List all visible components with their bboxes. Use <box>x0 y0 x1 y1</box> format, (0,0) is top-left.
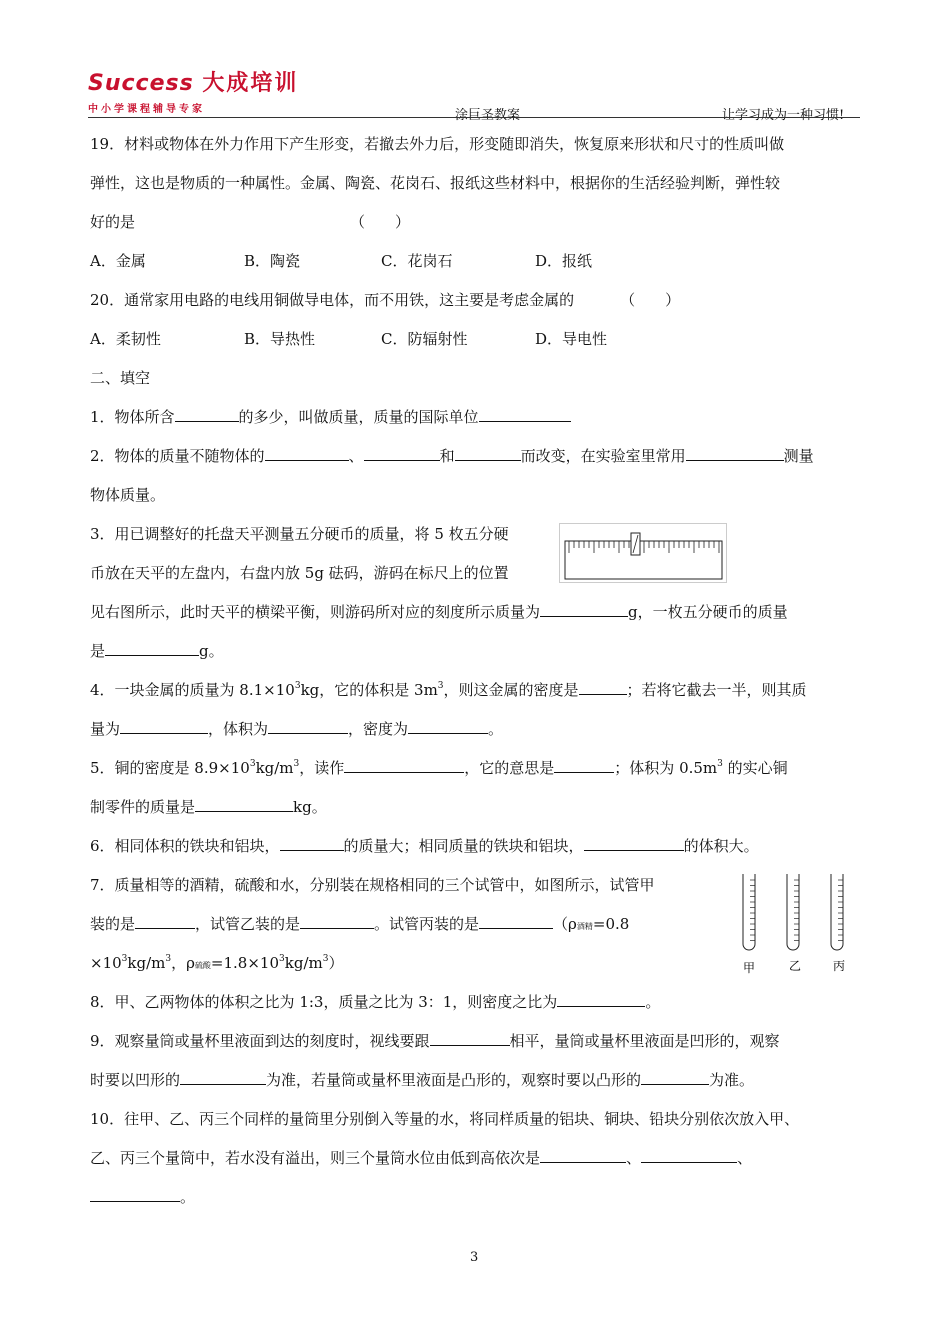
fill-3-line1: 3．用已调整好的托盘天平测量五分硬币的质量，将 5 枚五分硬 <box>90 525 509 543</box>
answer-blank[interactable] <box>584 834 684 851</box>
fill-7-line2: 装的是 ，试管乙装的是 。试管丙装的是 （ρ酒精=0.8 <box>90 905 860 944</box>
answer-blank[interactable] <box>344 756 464 773</box>
answer-blank[interactable] <box>135 912 195 929</box>
fill-1: 1．物体所含 的多少，叫做质量，质量的国际单位 <box>90 398 860 437</box>
fill-5-line1: 5．铜的密度是 $8.9\times 10^3kg/m^3$，读作 ，它的意思是 ；体积为 $0.5m^3$ 的实心铜 <box>90 749 860 788</box>
header-rule <box>88 117 860 118</box>
content <box>90 125 860 1217</box>
answer-blank[interactable] <box>175 405 239 422</box>
answer-blank[interactable] <box>105 639 199 656</box>
page-number: 3 <box>470 1250 479 1265</box>
option-b: B．导热性 <box>244 330 316 348</box>
option-b: B．陶瓷 <box>244 252 301 270</box>
fill-3-line3: 见右图所示，此时天平的横梁平衡，则游码所对应的刻度所示质量为 g，一枚五分硬币的质量 <box>90 593 860 632</box>
answer-blank[interactable] <box>430 1029 510 1046</box>
brand-logo <box>88 66 299 115</box>
fill-8: 8．甲、乙两物体的体积之比为 1:3，质量之比为 3：1，则密度之比为 。 <box>90 983 860 1022</box>
answer-blank[interactable] <box>554 756 614 773</box>
q20-line1: 20．通常家用电路的电线用铜做导电体，而不用铁，这主要是考虑金属的 （ ） <box>90 281 860 320</box>
answer-blank[interactable] <box>120 717 208 734</box>
option-d: D．导电性 <box>535 330 608 348</box>
section-heading: 二、填空 <box>90 369 151 387</box>
fill-2: 2．物体的质量不随物体的 、 和 而改变，在实验室里常用 测量 <box>90 437 860 476</box>
answer-blank[interactable] <box>408 717 488 734</box>
answer-paren: （ ） <box>350 213 411 231</box>
tube-label-yi: 乙 <box>789 959 802 973</box>
fill-10-line2: 乙、丙三个量筒中，若水没有溢出，则三个量筒水位由低到高依次是 、 、 <box>90 1139 860 1178</box>
answer-blank[interactable] <box>265 444 349 461</box>
fill-10-line1: 10．往甲、乙、丙三个同样的量筒里分别倒入等量的水，将同样质量的铝块、铜块、铅块分别依次放入甲、 <box>90 1110 800 1128</box>
option-c: C．花岗石 <box>381 252 453 270</box>
balance-ruler-figure <box>559 523 727 583</box>
fill-2-line2: 物体质量。 <box>90 486 166 504</box>
fill-5-line2: 制零件的质量是 kg。 <box>90 788 860 827</box>
fill-9-line2: 时要以凹形的 为准，若量筒或量杯里液面是凸形的，观察时要以凸形的 为准。 <box>90 1061 860 1100</box>
q19-options <box>90 242 860 281</box>
option-c: C．防辐射性 <box>381 330 468 348</box>
option-a: A．柔韧性 <box>90 330 161 348</box>
header-author: 涂巨圣教案 <box>455 108 521 123</box>
fill-10-line3: 。 <box>90 1178 860 1217</box>
answer-paren: （ ） <box>620 291 681 309</box>
answer-blank[interactable] <box>540 600 628 617</box>
test-tubes-figure <box>735 872 853 976</box>
fill-4-line1: 4．一块金属的质量为 $8.1\times 10^3kg$，它的体积是 $3m^3$，则这金属的密度是 ；若将它截去一半，则其质 <box>90 671 860 710</box>
q19-line3: 好的是 （ ） <box>90 203 860 242</box>
answer-blank[interactable] <box>540 1146 626 1163</box>
fill-9-line1: 9．观察量筒或量杯里液面到达的刻度时，视线要跟 相平，量筒或量杯里液面是凹形的，观察 <box>90 1022 860 1061</box>
answer-blank[interactable] <box>641 1068 709 1085</box>
answer-blank[interactable] <box>455 444 521 461</box>
fill-7-line3: $\times 10^3kg/m^3$，ρ硫酸$=1.8\times 10^3kg/m^3$） <box>90 954 344 972</box>
answer-blank[interactable] <box>557 990 645 1007</box>
logo-text: Success <box>88 71 194 96</box>
answer-blank[interactable] <box>641 1146 737 1163</box>
option-a: A．金属 <box>90 252 146 270</box>
q19-line2: 弹性，这也是物质的一种属性。金属、陶瓷、花岗石、报纸这些材料中，根据你的生活经验判断，弹性较 <box>90 174 781 192</box>
answer-blank[interactable] <box>268 717 348 734</box>
option-d: D．报纸 <box>535 252 593 270</box>
header-slogan: 让学习成为一种习惯! <box>722 108 845 123</box>
tube-label-jia: 甲 <box>743 961 756 975</box>
fill-3-line4: 是 g。 <box>90 632 860 671</box>
answer-blank[interactable] <box>364 444 440 461</box>
answer-blank[interactable] <box>195 795 293 812</box>
q19-line1: 19．材料或物体在外力作用下产生形变，若撤去外力后，形变随即消失，恢复原来形状和尺寸的性质叫做 <box>90 135 785 153</box>
tube-label-bing: 丙 <box>833 959 846 973</box>
answer-blank[interactable] <box>479 405 571 422</box>
answer-blank[interactable] <box>180 1068 266 1085</box>
answer-blank[interactable] <box>579 678 627 695</box>
answer-blank[interactable] <box>479 912 553 929</box>
answer-blank[interactable] <box>686 444 784 461</box>
q20-options <box>90 320 860 359</box>
answer-blank[interactable] <box>90 1185 180 1202</box>
fill-4-line2: 量为 ，体积为 ，密度为 。 <box>90 710 860 749</box>
fill-6: 6．相同体积的铁块和铝块， 的质量大；相同质量的铁块和铝块， 的体积大。 <box>90 827 860 866</box>
answer-blank[interactable] <box>280 834 344 851</box>
fill-3-line2: 币放在天平的左盘内，右盘内放 5g 砝码，游码在标尺上的位置 <box>90 564 509 582</box>
logo-cn: 大成培训 <box>202 71 299 96</box>
fill-7-line1: 7．质量相等的酒精，硫酸和水，分别装在规格相同的三个试管中，如图所示，试管甲 <box>90 876 655 894</box>
logo-subtitle: 中小学课程辅导专家 <box>88 104 205 115</box>
answer-blank[interactable] <box>300 912 374 929</box>
